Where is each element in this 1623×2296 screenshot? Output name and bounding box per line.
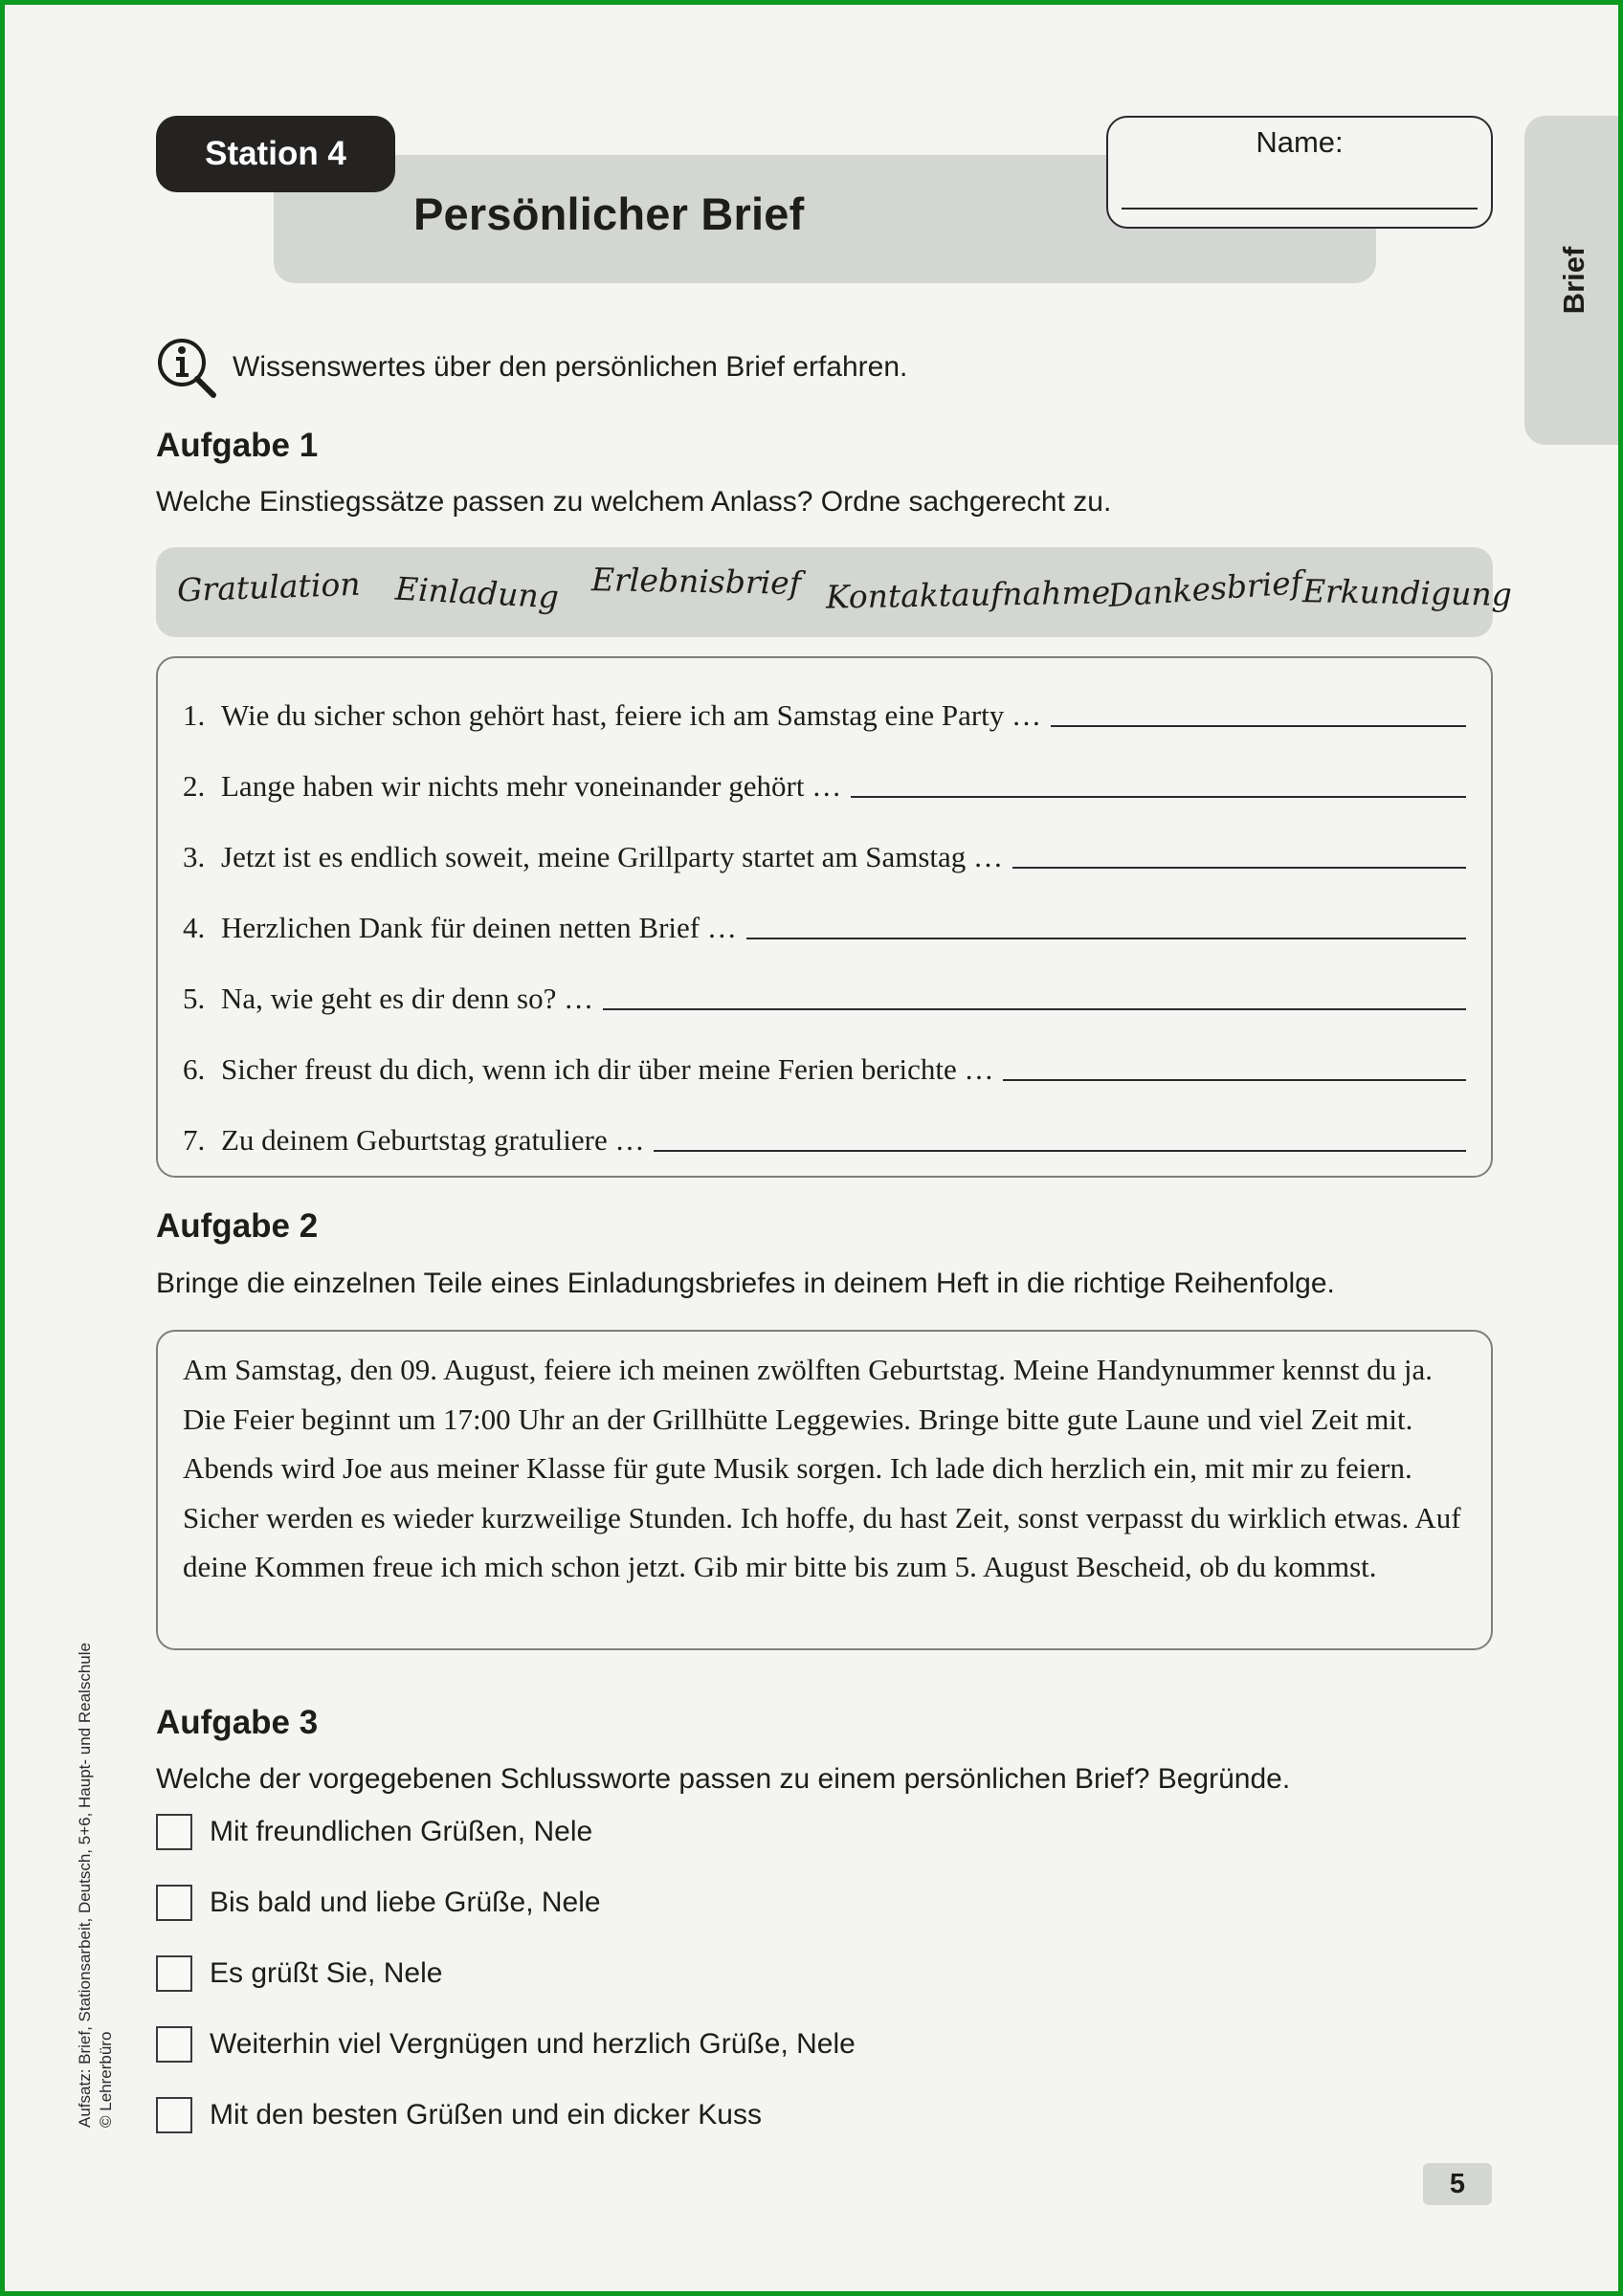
answer-line[interactable] [746,938,1466,939]
sentence-text: Lange haben wir nichts mehr voneinander gehört … [221,769,842,803]
sentence-item [183,762,1466,804]
sentence-text: Jetzt ist es endlich soweit, meine Grillparty startet am Samstag … [221,840,1004,873]
answer-line[interactable] [603,1008,1466,1010]
sentence-text: Sicher freust du dich, wenn ich dir über meine Ferien berichte … [221,1052,994,1086]
closing-option [156,1812,592,1852]
page-number: 5 [1423,2163,1492,2205]
task2-instruction: Bringe die einzelnen Teile eines Einladungsbriefes in deinem Heft in die richtige Reihenfolge. [156,1268,1335,1299]
sentence-number: 4. [183,911,206,944]
sentence-number: 1. [183,698,206,732]
checkbox[interactable] [156,1955,192,1992]
name-input-line[interactable] [1122,208,1478,210]
task1-instruction: Welche Einstiegssätze passen zu welchem Anlass? Ordne sachgerecht zu. [156,486,1112,518]
sentence-item [183,691,1466,733]
word-einladung: Einladung [394,569,560,616]
name-label: Name: [1256,125,1344,159]
checkbox[interactable] [156,1885,192,1921]
answer-line[interactable] [1051,725,1466,727]
sentence-number: 3. [183,840,206,873]
letter-box [156,1330,1493,1650]
sentence-item [183,1115,1466,1158]
task1-heading: Aufgabe 1 [156,427,319,464]
word-erkundigung: Erkundigung [1301,572,1513,613]
sentence-item [183,832,1466,874]
info-text: Wissenswertes über den persönlichen Brief erfahren. [233,351,908,383]
info-magnifier-icon [156,337,217,398]
answer-line[interactable] [851,796,1466,798]
sentence-text: Wie du sicher schon gehört hast, feiere ich am Samstag eine Party … [221,698,1042,732]
sentence-number: 2. [183,769,206,803]
word-kontaktaufnahme: Kontaktaufnahme [825,573,1111,616]
answer-line[interactable] [1012,867,1466,869]
word-erlebnisbrief: Erlebnisbrief [590,561,802,602]
answer-line[interactable] [1003,1079,1466,1081]
answer-line[interactable] [654,1150,1466,1152]
sentence-item [183,974,1466,1016]
closing-option-label: Mit freundlichen Grüßen, Nele [210,1816,593,1847]
source-line: Aufsatz: Brief, Stationsarbeit, Deutsch, 5+6, Haupt- und Realschule [76,1643,94,2128]
sentence-number: 5. [183,982,206,1015]
task2-heading: Aufgabe 2 [156,1207,319,1245]
station-badge: Station 4 [156,116,395,192]
source-note [75,1643,117,2128]
name-box [1106,116,1493,229]
word-gratulation: Gratulation [176,564,362,609]
closing-option-label: Mit den besten Grüßen und ein dicker Kuss [210,2099,762,2130]
checkbox[interactable] [156,2097,192,2133]
side-tab-label: Brief [1556,246,1590,315]
side-tab-brief [1524,116,1623,445]
word-bank [156,547,1513,637]
checkbox[interactable] [156,2026,192,2063]
copyright: © Lehrerbüro [97,2031,115,2128]
letter-text: Am Samstag, den 09. August, feiere ich meinen zwölften Geburtstag. Meine Handynummer kennst du ja. Die Feier beginnt um 17:00 Uhr an der Grillhütte Leggewies. Bringe bitte gute Laune und viel Zeit mit. Abends wird Joe aus meiner Klasse für gute Musik sorgen. Ich lade dich herzlich ein, mit mir zu feiern. Sicher werden es wieder kurzweilige Stunden. Ich hoffe, du hast Zeit, sonst verpasst du wirklich etwas. Auf deine Kommen freue ich mich schon jetzt. Gib mir bitte bis zum 5. August Bescheid, ob du kommst. [183,1353,1461,1583]
task3-instruction: Welche der vorgegebenen Schlussworte passen zu einem persönlichen Brief? Begründe. [156,1763,1291,1795]
sentence-number: 7. [183,1123,206,1157]
closing-option [156,2024,856,2064]
sentence-item [183,1045,1466,1087]
info-row [156,337,907,398]
sentence-box [156,656,1493,1178]
word-dankesbrief: Dankesbrief [1106,563,1304,615]
closing-option-label: Es grüßt Sie, Nele [210,1957,443,1989]
sentence-item [183,903,1466,945]
page-title: Persönlicher Brief [413,188,805,239]
closing-option [156,1883,601,1923]
closing-option [156,1954,442,1994]
sentence-text: Zu deinem Geburtstag gratuliere … [221,1123,645,1157]
sentence-text: Herzlichen Dank für deinen netten Brief … [221,911,737,944]
sentence-text: Na, wie geht es dir denn so? … [221,982,594,1015]
checkbox[interactable] [156,1814,192,1850]
closing-option [156,2095,762,2135]
closing-option-label: Bis bald und liebe Grüße, Nele [210,1887,601,1918]
closing-option-label: Weiterhin viel Vergnügen und herzlich Grüße, Nele [210,2028,856,2060]
sentence-number: 6. [183,1052,206,1086]
task3-heading: Aufgabe 3 [156,1704,319,1741]
